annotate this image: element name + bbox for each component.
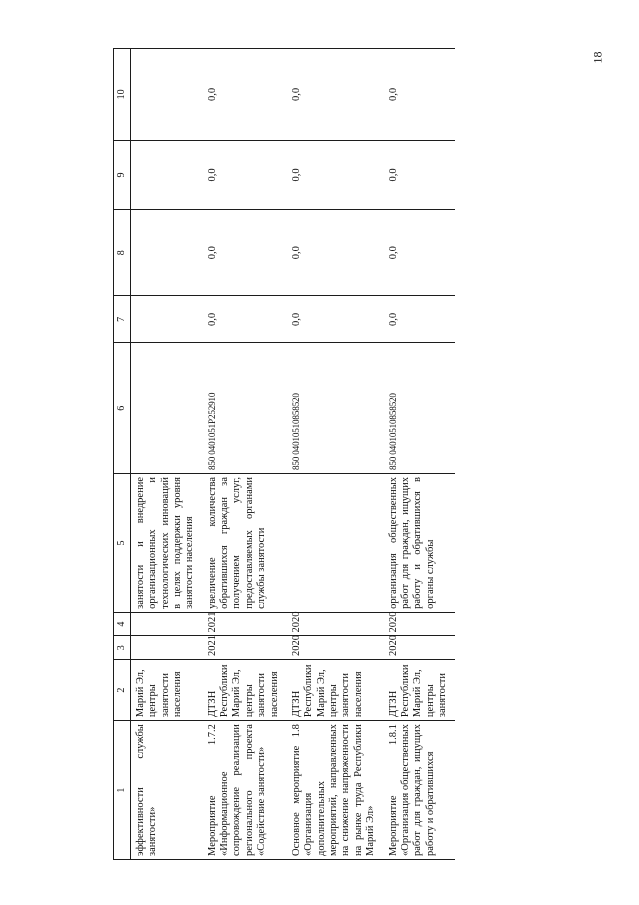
value-col-7 <box>130 296 202 343</box>
header-col-6: 6 <box>114 343 131 474</box>
value-col-8: 0,0 <box>384 210 456 296</box>
start-year: 2021 <box>203 636 287 660</box>
activity-name: Основное мероприятие 1.8 «Организация дополнительных мероприятий, направленных на снижение напряженности на рынке труда Республики Марий Эл» <box>287 721 384 860</box>
table-row <box>287 49 384 860</box>
value-col-9 <box>130 140 202 209</box>
value-col-10: 0,0 <box>287 49 384 141</box>
value-col-10 <box>130 49 202 141</box>
activity-name: Мероприятие 1.7.2 «Информационное сопровождение реализации регионального проекта «Содействие занятости» <box>203 721 287 860</box>
executor: Марий Эл, центры занятости населения <box>130 660 202 721</box>
header-col-7: 7 <box>114 296 131 343</box>
header-row <box>114 49 131 860</box>
value-col-7: 0,0 <box>287 296 384 343</box>
value-col-9: 0,0 <box>203 140 287 209</box>
expected-result: занятости и внедрение организационных и технологических инноваций в целях поддержки уровня занятости населения <box>130 474 202 613</box>
header-col-1: 1 <box>114 721 131 860</box>
value-col-7: 0,0 <box>384 296 456 343</box>
end-year: 2020 <box>384 612 456 636</box>
end-year: 2020 <box>287 612 384 636</box>
budget-code: 850 04010510858520 <box>287 343 384 474</box>
value-col-8: 0,0 <box>203 210 287 296</box>
table-row <box>384 49 456 860</box>
activity-name: эффективности службы занятости» <box>130 721 202 860</box>
budget-code: 850 04010510858520 <box>384 343 456 474</box>
value-col-9: 0,0 <box>287 140 384 209</box>
end-year <box>130 612 202 636</box>
expected-result: увеличение количества обратившихся граждан за получением услуг, предоставляемых органами службы занятости <box>203 474 287 613</box>
end-year: 2021 <box>203 612 287 636</box>
start-year <box>130 636 202 660</box>
header-col-9: 9 <box>114 140 131 209</box>
header-col-3: 3 <box>114 636 131 660</box>
start-year: 2020 <box>287 636 384 660</box>
value-col-10: 0,0 <box>384 49 456 141</box>
header-col-2: 2 <box>114 660 131 721</box>
header-col-10: 10 <box>114 49 131 141</box>
value-col-10: 0,0 <box>203 49 287 141</box>
page-number: 18 <box>590 51 605 64</box>
header-col-5: 5 <box>114 474 131 613</box>
table-row <box>130 49 202 860</box>
value-col-8: 0,0 <box>287 210 384 296</box>
executor: ДТЗН Республики Марий Эл, центры занятости населения <box>203 660 287 721</box>
value-col-8 <box>130 210 202 296</box>
start-year: 2020 <box>384 636 456 660</box>
table-row <box>203 49 287 860</box>
expected-result <box>287 474 384 613</box>
executor: ДТЗН Республики Марий Эл, центры занятости <box>384 660 456 721</box>
executor: ДТЗН Республики Марий Эл, центры занятости населения <box>287 660 384 721</box>
rotated-table-sheet <box>113 48 610 860</box>
expected-result: организация общественных работ для граждан, ищущих работу и обратившихся в органы службы <box>384 474 456 613</box>
program-activities-table <box>113 48 455 860</box>
header-col-4: 4 <box>114 612 131 636</box>
budget-code <box>130 343 202 474</box>
value-col-7: 0,0 <box>203 296 287 343</box>
budget-code: 850 0401051P252910 <box>203 343 287 474</box>
value-col-9: 0,0 <box>384 140 456 209</box>
activity-name: Мероприятие 1.8.1 «Организация общественных работ для граждан, ищущих работу и обратившихся <box>384 721 456 860</box>
header-col-8: 8 <box>114 210 131 296</box>
